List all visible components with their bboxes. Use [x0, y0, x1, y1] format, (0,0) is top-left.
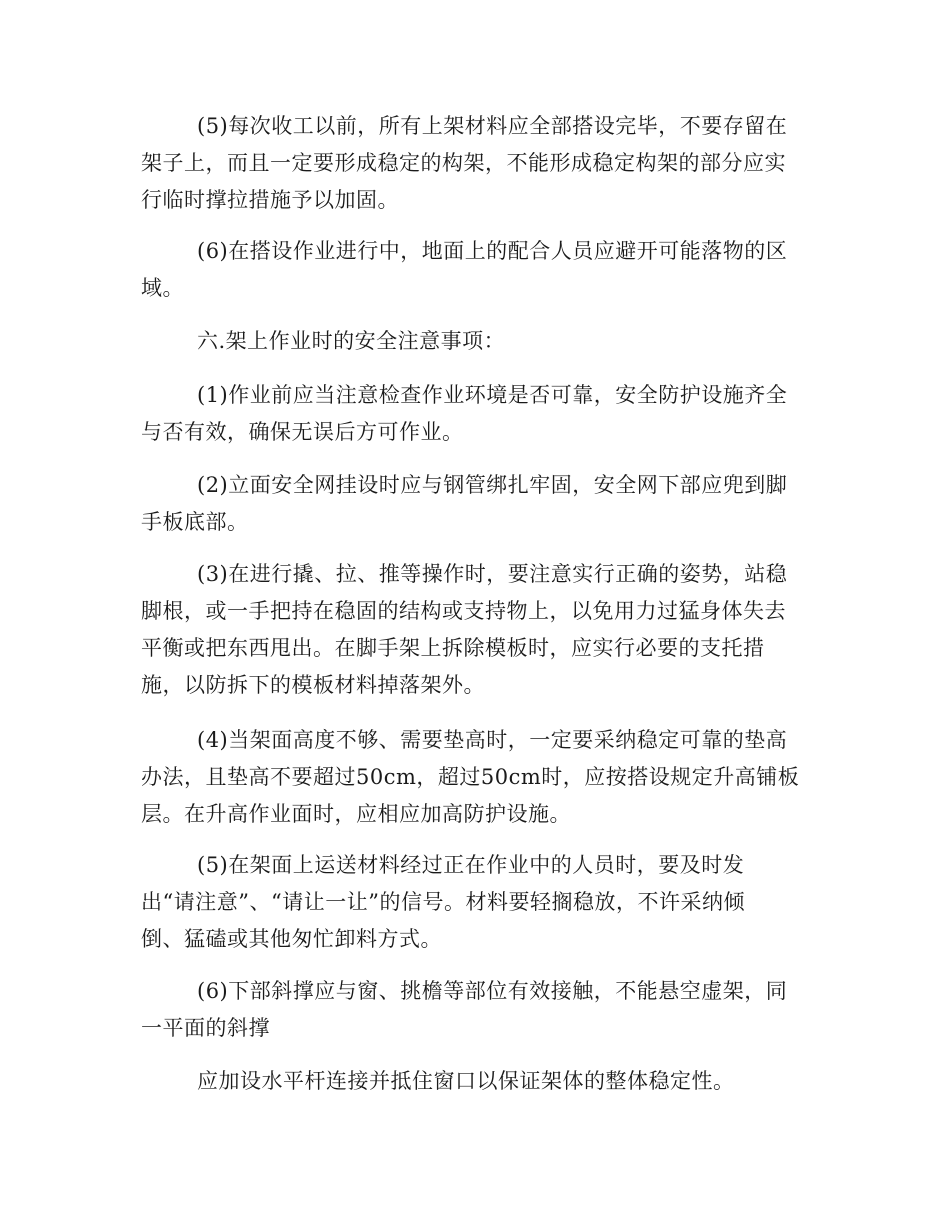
paragraph-7: [141, 722, 801, 833]
text-line: (1)作业前应当注意检查作业环境是否可靠，安全防护设施齐全: [197, 383, 788, 407]
section-heading: [141, 323, 801, 360]
text-line: 架子上，而且一定要形成稳定的构架，不能形成稳定构架的部分应实: [141, 151, 786, 175]
paragraph-9: [141, 973, 801, 1047]
text-line: 施，以防拆下的模板材料掉落架外。: [141, 673, 485, 697]
text-line: (6)下部斜撑应与窗、挑檐等部位有效接触，不能悬空虚架，同: [197, 979, 788, 1003]
text-line: 办法，且垫高不要超过50cm，超过50cm时，应按搭设规定升高铺板: [141, 765, 800, 789]
text-line: 倒、猛磕或其他匆忙卸料方式。: [141, 927, 442, 951]
text-line: 一平面的斜撑: [141, 1016, 270, 1040]
text-line: (6)在搭设作业进行中，地面上的配合人员应避开可能落物的区: [197, 239, 788, 263]
paragraph-6: [141, 556, 801, 704]
text-line: 手板底部。: [141, 510, 249, 534]
text-line: 层。在升高作业面时，应相应加高防护设施。: [141, 802, 571, 826]
text-line: 域。: [141, 276, 184, 300]
paragraph-10: [141, 1063, 801, 1100]
text-line: (3)在进行撬、拉、推等操作时，要注意实行正确的姿势，站稳: [197, 562, 788, 586]
paragraph-4: [141, 377, 801, 451]
paragraph-2: [141, 233, 801, 307]
paragraph-8: [141, 847, 801, 958]
text-line: (2)立面安全网挂设时应与钢管绑扎牢固，安全网下部应兜到脚: [197, 473, 788, 497]
text-line: 行临时撑拉措施予以加固。: [141, 188, 399, 212]
paragraph-1: [141, 108, 801, 219]
text-line: (5)每次收工以前，所有上架材料应全部搭设完毕，不要存留在: [197, 114, 788, 138]
text-line: (4)当架面高度不够、需要垫高时，一定要采纳稳定可靠的垫高: [197, 728, 788, 752]
text-line: 出“请注意”、“请让一让”的信号。材料要轻搁稳放，不许采纳倾: [141, 890, 745, 914]
text-line: 与否有效，确保无误后方可作业。: [141, 420, 464, 444]
text-line: 平衡或把东西甩出。在脚手架上拆除模板时，应实行必要的支托措: [141, 636, 765, 660]
text-line: (5)在架面上运送材料经过正在作业中的人员时，要及时发: [197, 853, 745, 877]
text-line: 应加设水平杆连接并抵住窗口以保证架体的整体稳定性。: [197, 1069, 735, 1093]
paragraph-5: [141, 467, 801, 541]
text-line: 六.架上作业时的安全注意事项：: [197, 329, 506, 353]
text-line: 脚根，或一手把持在稳固的结构或支持物上，以免用力过猛身体失去: [141, 599, 786, 623]
